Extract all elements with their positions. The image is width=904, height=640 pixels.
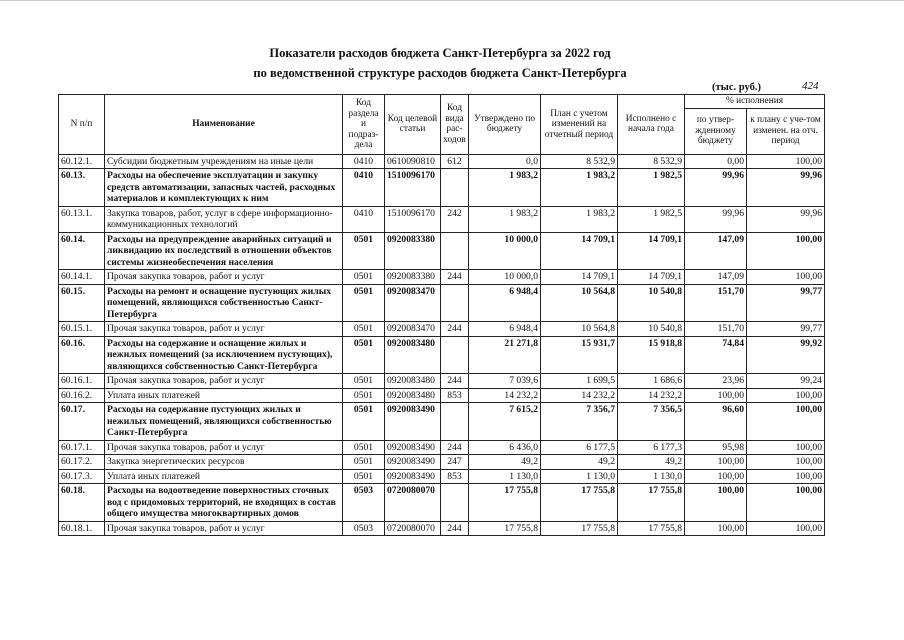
- cell-num: 60.17.3.: [59, 469, 105, 484]
- cell-target-code: 0920083470: [385, 284, 441, 322]
- cell-executed: 49,2: [618, 455, 685, 470]
- cell-executed: 6 177,3: [618, 440, 685, 455]
- cell-target-code: 0920083380: [385, 232, 441, 270]
- cell-approved: 6 948,4: [469, 322, 541, 337]
- cell-expense-type: 244: [441, 440, 469, 455]
- table-row: [59, 469, 825, 484]
- table-row: [59, 403, 825, 441]
- cell-pct-plan: 100,00: [747, 440, 825, 455]
- cell-target-code: 1510096170: [385, 169, 441, 207]
- header-pct-plan: к плану с уче-том изменен. на отч. период: [747, 108, 825, 154]
- cell-name: Закупка товаров, работ, услуг в сфере информационно-коммуникационных технологий: [105, 206, 343, 232]
- cell-pct-plan: 100,00: [747, 154, 825, 169]
- header-expense-type: Код вида рас-ходов: [441, 95, 469, 155]
- table-row: [59, 270, 825, 285]
- cell-section-code: 0501: [343, 336, 385, 374]
- cell-section-code: 0501: [343, 388, 385, 403]
- cell-target-code: 0920083480: [385, 388, 441, 403]
- cell-executed: 7 356,5: [618, 403, 685, 441]
- cell-executed: 15 918,8: [618, 336, 685, 374]
- cell-executed: 10 540,8: [618, 322, 685, 337]
- cell-expense-type: [441, 232, 469, 270]
- page-number: 424: [802, 80, 819, 92]
- cell-expense-type: 244: [441, 521, 469, 536]
- cell-pct-approved: 23,96: [685, 374, 747, 389]
- cell-target-code: 0920083490: [385, 455, 441, 470]
- table-row: [59, 374, 825, 389]
- cell-plan: 1 983,2: [541, 169, 618, 207]
- cell-pct-approved: 100,00: [685, 521, 747, 536]
- cell-expense-type: 853: [441, 469, 469, 484]
- header-pct-group: % исполнения: [685, 95, 825, 109]
- cell-approved: 1 983,2: [469, 169, 541, 207]
- cell-pct-approved: 96,60: [685, 403, 747, 441]
- cell-num: 60.17.: [59, 403, 105, 441]
- cell-pct-approved: 147,09: [685, 232, 747, 270]
- cell-pct-plan: 100,00: [747, 403, 825, 441]
- cell-plan: 1 699,5: [541, 374, 618, 389]
- cell-name: Уплата иных платежей: [105, 469, 343, 484]
- table-row: [59, 484, 825, 522]
- cell-section-code: 0501: [343, 440, 385, 455]
- cell-pct-plan: 100,00: [747, 270, 825, 285]
- cell-num: 60.14.: [59, 232, 105, 270]
- header-plan: План с учетом изменений на отчетный период: [541, 95, 618, 155]
- cell-name: Расходы на содержание и оснащение жилых и нежилых помещений (за исключением пустующих), являющихся собственностью Санкт-Петербурга: [105, 336, 343, 374]
- cell-section-code: 0501: [343, 374, 385, 389]
- cell-name: Уплата иных платежей: [105, 388, 343, 403]
- header-num: N п/п: [59, 95, 105, 155]
- cell-section-code: 0501: [343, 284, 385, 322]
- cell-name: Прочая закупка товаров, работ и услуг: [105, 374, 343, 389]
- cell-plan: 49,2: [541, 455, 618, 470]
- table-row: [59, 388, 825, 403]
- cell-plan: 17 755,8: [541, 484, 618, 522]
- cell-approved: 17 755,8: [469, 484, 541, 522]
- cell-pct-plan: 99,92: [747, 336, 825, 374]
- cell-executed: 14 709,1: [618, 270, 685, 285]
- header-pct-approved: по утвер-жденному бюджету: [685, 108, 747, 154]
- cell-pct-plan: 99,77: [747, 284, 825, 322]
- table-row: [59, 440, 825, 455]
- cell-target-code: 0720080070: [385, 484, 441, 522]
- cell-expense-type: 244: [441, 322, 469, 337]
- cell-num: 60.16.1.: [59, 374, 105, 389]
- cell-target-code: 0920083470: [385, 322, 441, 337]
- cell-approved: 10 000,0: [469, 270, 541, 285]
- cell-num: 60.17.2.: [59, 455, 105, 470]
- cell-section-code: 0410: [343, 169, 385, 207]
- table-row: [59, 154, 825, 169]
- cell-plan: 10 564,8: [541, 284, 618, 322]
- cell-section-code: 0501: [343, 232, 385, 270]
- cell-num: 60.18.: [59, 484, 105, 522]
- cell-approved: 6 948,4: [469, 284, 541, 322]
- cell-target-code: 0610090810: [385, 154, 441, 169]
- cell-executed: 17 755,8: [618, 484, 685, 522]
- cell-pct-plan: 100,00: [747, 388, 825, 403]
- cell-executed: 1 130,0: [618, 469, 685, 484]
- cell-pct-approved: 99,96: [685, 206, 747, 232]
- cell-approved: 17 755,8: [469, 521, 541, 536]
- cell-executed: 1 686,6: [618, 374, 685, 389]
- cell-pct-plan: 99,96: [747, 169, 825, 207]
- cell-name: Прочая закупка товаров, работ и услуг: [105, 270, 343, 285]
- cell-name: Расходы на предупреждение аварийных ситуаций и ликвидацию их последствий в отношении объектов системы жизнеобеспечения населения: [105, 232, 343, 270]
- cell-approved: 10 000,0: [469, 232, 541, 270]
- cell-section-code: 0501: [343, 322, 385, 337]
- header-executed: Исполнено с начала года: [618, 95, 685, 155]
- cell-pct-plan: 100,00: [747, 469, 825, 484]
- cell-executed: 8 532,9: [618, 154, 685, 169]
- cell-name: Субсидии бюджетным учреждениям на иные цели: [105, 154, 343, 169]
- cell-name: Расходы на водоотведение поверхностных сточных вод с придомовых территорий, не входящих в состав общего имущества многоквартирных домов: [105, 484, 343, 522]
- cell-approved: 0,0: [469, 154, 541, 169]
- cell-target-code: 0920083490: [385, 403, 441, 441]
- cell-target-code: 0720080070: [385, 521, 441, 536]
- table-row: [59, 336, 825, 374]
- table-row: [59, 284, 825, 322]
- cell-target-code: 1510096170: [385, 206, 441, 232]
- table-row: [59, 322, 825, 337]
- cell-name: Прочая закупка товаров, работ и услуг: [105, 322, 343, 337]
- cell-pct-approved: 100,00: [685, 484, 747, 522]
- cell-name: Прочая закупка товаров, работ и услуг: [105, 521, 343, 536]
- cell-approved: 6 436,0: [469, 440, 541, 455]
- document-subtitle: по ведомственной структуре расходов бюджета Санкт-Петербурга: [253, 66, 627, 80]
- cell-expense-type: [441, 484, 469, 522]
- cell-approved: 7 039,6: [469, 374, 541, 389]
- cell-expense-type: [441, 284, 469, 322]
- cell-approved: 49,2: [469, 455, 541, 470]
- cell-name: Расходы на содержание пустующих жилых и нежилых помещений, являющихся собственностью Санкт-Петербурга: [105, 403, 343, 441]
- cell-executed: 17 755,8: [618, 521, 685, 536]
- cell-num: 60.13.: [59, 169, 105, 207]
- header-approved: Утверждено по бюджету: [469, 95, 541, 155]
- cell-plan: 6 177,5: [541, 440, 618, 455]
- cell-approved: 21 271,8: [469, 336, 541, 374]
- cell-name: Прочая закупка товаров, работ и услуг: [105, 440, 343, 455]
- units-label: (тыс. руб.): [712, 82, 761, 93]
- cell-pct-approved: 151,70: [685, 284, 747, 322]
- cell-executed: 1 982,5: [618, 169, 685, 207]
- cell-expense-type: [441, 169, 469, 207]
- cell-plan: 1 983,2: [541, 206, 618, 232]
- cell-section-code: 0501: [343, 403, 385, 441]
- cell-expense-type: 612: [441, 154, 469, 169]
- cell-pct-plan: 100,00: [747, 484, 825, 522]
- cell-expense-type: [441, 336, 469, 374]
- cell-executed: 14 709,1: [618, 232, 685, 270]
- cell-pct-approved: 95,98: [685, 440, 747, 455]
- cell-target-code: 0920083380: [385, 270, 441, 285]
- header-name: Наименование: [105, 95, 343, 155]
- cell-num: 60.18.1.: [59, 521, 105, 536]
- cell-section-code: 0410: [343, 154, 385, 169]
- cell-section-code: 0503: [343, 484, 385, 522]
- cell-target-code: 0920083490: [385, 469, 441, 484]
- cell-section-code: 0501: [343, 469, 385, 484]
- cell-name: Расходы на обеспечение эксплуатации и закупку средств автоматизации, запасных частей, расходных материалов и комплектующих к ним: [105, 169, 343, 207]
- document-title: Показатели расходов бюджета Санкт-Петербурга за 2022 год: [269, 46, 611, 60]
- cell-plan: 17 755,8: [541, 521, 618, 536]
- cell-name: Закупка энергетических ресурсов: [105, 455, 343, 470]
- cell-approved: 1 130,0: [469, 469, 541, 484]
- cell-pct-plan: 99,24: [747, 374, 825, 389]
- cell-num: 60.14.1.: [59, 270, 105, 285]
- cell-plan: 1 130,0: [541, 469, 618, 484]
- cell-target-code: 0920083490: [385, 440, 441, 455]
- cell-num: 60.17.1.: [59, 440, 105, 455]
- cell-pct-plan: 100,00: [747, 455, 825, 470]
- cell-pct-approved: 100,00: [685, 469, 747, 484]
- table-row: [59, 169, 825, 207]
- cell-approved: 1 983,2: [469, 206, 541, 232]
- cell-plan: 7 356,7: [541, 403, 618, 441]
- cell-section-code: 0501: [343, 270, 385, 285]
- header-target-code: Код целевой статьи: [385, 95, 441, 155]
- cell-plan: 14 232,2: [541, 388, 618, 403]
- cell-pct-approved: 99,96: [685, 169, 747, 207]
- cell-pct-approved: 147,09: [685, 270, 747, 285]
- cell-plan: 15 931,7: [541, 336, 618, 374]
- cell-approved: 7 615,2: [469, 403, 541, 441]
- cell-num: 60.15.: [59, 284, 105, 322]
- table-row: [59, 206, 825, 232]
- cell-executed: 14 232,2: [618, 388, 685, 403]
- cell-executed: 10 540,8: [618, 284, 685, 322]
- cell-pct-plan: 100,00: [747, 521, 825, 536]
- budget-table: [58, 94, 825, 536]
- cell-executed: 1 982,5: [618, 206, 685, 232]
- cell-pct-plan: 99,77: [747, 322, 825, 337]
- cell-expense-type: 853: [441, 388, 469, 403]
- cell-num: 60.16.: [59, 336, 105, 374]
- table-row: [59, 232, 825, 270]
- cell-pct-approved: 74,84: [685, 336, 747, 374]
- cell-num: 60.16.2.: [59, 388, 105, 403]
- cell-pct-approved: 151,70: [685, 322, 747, 337]
- cell-plan: 10 564,8: [541, 322, 618, 337]
- cell-plan: 14 709,1: [541, 232, 618, 270]
- cell-expense-type: 247: [441, 455, 469, 470]
- header-section-code: Код раздела и подраз-дела: [343, 95, 385, 155]
- cell-pct-approved: 100,00: [685, 455, 747, 470]
- cell-expense-type: 242: [441, 206, 469, 232]
- cell-target-code: 0920083480: [385, 374, 441, 389]
- cell-section-code: 0503: [343, 521, 385, 536]
- cell-section-code: 0501: [343, 455, 385, 470]
- cell-pct-approved: 0,00: [685, 154, 747, 169]
- cell-target-code: 0920083480: [385, 336, 441, 374]
- cell-num: 60.15.1.: [59, 322, 105, 337]
- cell-approved: 14 232,2: [469, 388, 541, 403]
- cell-num: 60.12.1.: [59, 154, 105, 169]
- cell-section-code: 0410: [343, 206, 385, 232]
- cell-plan: 8 532,9: [541, 154, 618, 169]
- table-row: [59, 455, 825, 470]
- cell-num: 60.13.1.: [59, 206, 105, 232]
- cell-plan: 14 709,1: [541, 270, 618, 285]
- cell-expense-type: [441, 403, 469, 441]
- cell-pct-plan: 100,00: [747, 232, 825, 270]
- cell-pct-plan: 99,96: [747, 206, 825, 232]
- table-row: [59, 521, 825, 536]
- cell-name: Расходы на ремонт и оснащение пустующих жилых помещений, являющихся собственностью Санкт-Петербурга: [105, 284, 343, 322]
- cell-pct-approved: 100,00: [685, 388, 747, 403]
- cell-expense-type: 244: [441, 270, 469, 285]
- cell-expense-type: 244: [441, 374, 469, 389]
